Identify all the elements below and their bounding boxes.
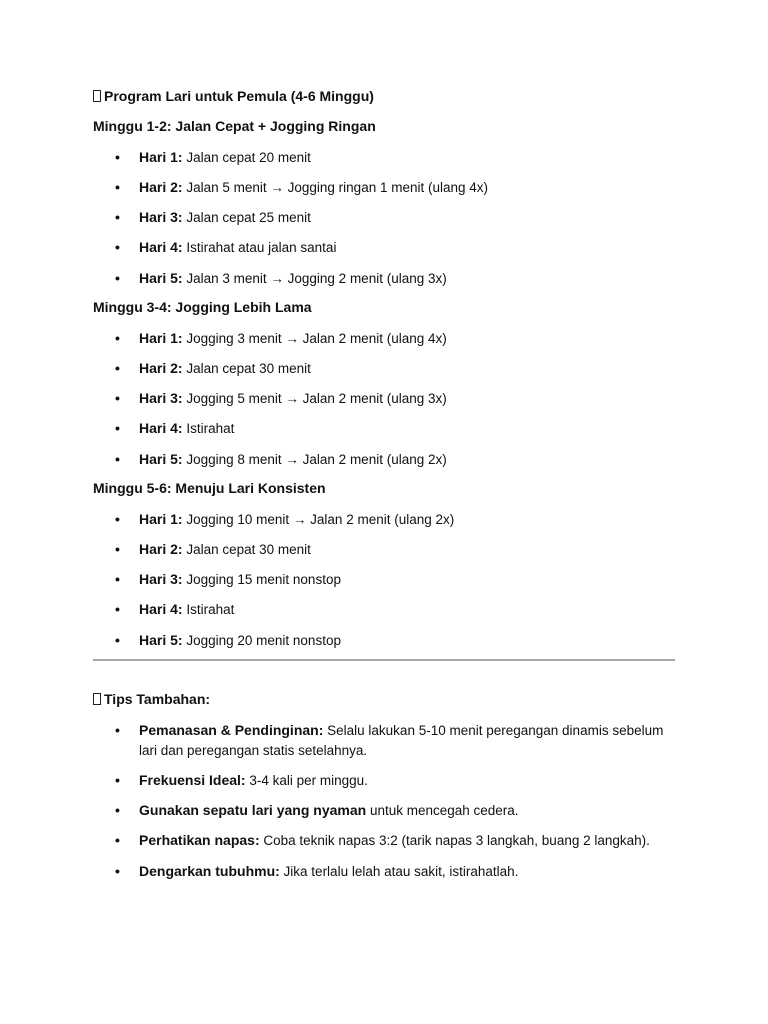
bullet: •: [115, 179, 120, 195]
item-desc: Coba teknik napas 3:2 (tarik napas 3 langkah, buang 2 langkah).: [263, 833, 650, 848]
list-item: [115, 418, 685, 439]
item-label: Hari 4:: [139, 420, 183, 436]
item-label: Hari 5:: [139, 270, 183, 286]
item-label: Hari 4:: [139, 601, 183, 617]
list-item: [115, 358, 685, 379]
item-desc: Jalan cepat 30 menit: [186, 542, 311, 557]
list-item: [115, 830, 685, 851]
bullet: •: [115, 390, 120, 406]
list-item: [115, 599, 685, 620]
bullet: •: [115, 451, 120, 467]
list-item: [115, 720, 685, 761]
item-desc: 3-4 kali per minggu.: [249, 773, 368, 788]
item-label: Frekuensi Ideal:: [139, 772, 246, 788]
item-label: Hari 4:: [139, 239, 183, 255]
item-desc: Selalu lakukan 5-10 menit peregangan dinamis sebelum lari dan peregangan statis setelahnya.: [139, 723, 664, 758]
list-item: [115, 388, 685, 409]
bullet: •: [115, 601, 120, 617]
bullet: •: [115, 360, 120, 376]
item-desc: Jalan 3 menit → Jogging 2 menit (ulang 3x): [186, 271, 447, 286]
bullet: •: [115, 832, 120, 848]
bullet: •: [115, 270, 120, 286]
bullet: •: [115, 722, 120, 738]
item-desc: Jogging 10 menit → Jalan 2 menit (ulang 2x): [186, 512, 455, 527]
horizontal-divider: [93, 659, 675, 661]
item-desc: Jalan cepat 30 menit: [186, 361, 311, 376]
list-item: [115, 569, 685, 590]
item-desc: Jalan cepat 20 menit: [186, 150, 311, 165]
item-label: Hari 1:: [139, 149, 183, 165]
item-label: Hari 5:: [139, 632, 183, 648]
bullet: •: [115, 209, 120, 225]
item-label: Hari 2:: [139, 541, 183, 557]
item-desc: untuk mencegah cedera.: [369, 803, 519, 818]
item-desc: Jogging 3 menit → Jalan 2 menit (ulang 4x): [186, 331, 447, 346]
bullet: •: [115, 239, 120, 255]
missing-glyph-icon: [93, 693, 101, 705]
missing-glyph-icon: [93, 90, 101, 102]
list-item: [115, 630, 685, 651]
item-label: Hari 1:: [139, 330, 183, 346]
item-label: Pemanasan & Pendinginan:: [139, 722, 324, 738]
list-item: [115, 861, 685, 882]
list-item: [115, 207, 685, 228]
list-item: [115, 328, 685, 349]
item-desc: Istirahat: [186, 602, 235, 617]
item-label: Hari 2:: [139, 179, 183, 195]
bullet: •: [115, 571, 120, 587]
program-title-text: Program Lari untuk Pemula (4-6 Minggu): [104, 88, 374, 104]
list-item: [115, 449, 685, 470]
list-item: [115, 539, 685, 560]
bullet: •: [115, 863, 120, 879]
bullet: •: [115, 149, 120, 165]
item-label: Gunakan sepatu lari yang nyaman: [139, 802, 367, 818]
item-desc: Jalan cepat 25 menit: [186, 210, 311, 225]
item-desc: Jalan 5 menit → Jogging ringan 1 menit (ulang 4x): [186, 180, 489, 195]
list-item: [115, 177, 685, 198]
item-label: Hari 3:: [139, 390, 183, 406]
week-heading: Minggu 1-2: Jalan Cepat + Jogging Ringan: [93, 118, 376, 134]
item-desc: Jogging 20 menit nonstop: [186, 633, 341, 648]
bullet: •: [115, 511, 120, 527]
bullet: •: [115, 541, 120, 557]
item-desc: Jogging 15 menit nonstop: [186, 572, 341, 587]
item-desc: Jogging 5 menit → Jalan 2 menit (ulang 3x): [186, 391, 447, 406]
list-item: [115, 770, 685, 791]
item-desc: Jogging 8 menit → Jalan 2 menit (ulang 2x): [186, 452, 447, 467]
list-item: [115, 147, 685, 168]
bullet: •: [115, 802, 120, 818]
bullet: •: [115, 420, 120, 436]
item-label: Hari 1:: [139, 511, 183, 527]
item-desc: Jika terlalu lelah atau sakit, istirahatlah.: [283, 864, 519, 879]
item-label: Hari 2:: [139, 360, 183, 376]
bullet: •: [115, 330, 120, 346]
list-item: [115, 509, 685, 530]
week-heading: Minggu 5-6: Menuju Lari Konsisten: [93, 480, 326, 496]
item-label: Hari 5:: [139, 451, 183, 467]
bullet: •: [115, 632, 120, 648]
item-label: Perhatikan napas:: [139, 832, 260, 848]
bullet: •: [115, 772, 120, 788]
item-desc: Istirahat: [186, 421, 235, 436]
list-item: [115, 237, 685, 258]
tips-heading: [93, 690, 210, 708]
program-title: [93, 87, 374, 105]
item-label: Hari 3:: [139, 571, 183, 587]
tips-heading-text: Tips Tambahan:: [104, 691, 211, 707]
list-item: [115, 800, 685, 821]
item-label: Hari 3:: [139, 209, 183, 225]
item-desc: Istirahat atau jalan santai: [186, 240, 337, 255]
week-heading: Minggu 3-4: Jogging Lebih Lama: [93, 299, 312, 315]
item-label: Dengarkan tubuhmu:: [139, 863, 280, 879]
list-item: [115, 268, 685, 289]
